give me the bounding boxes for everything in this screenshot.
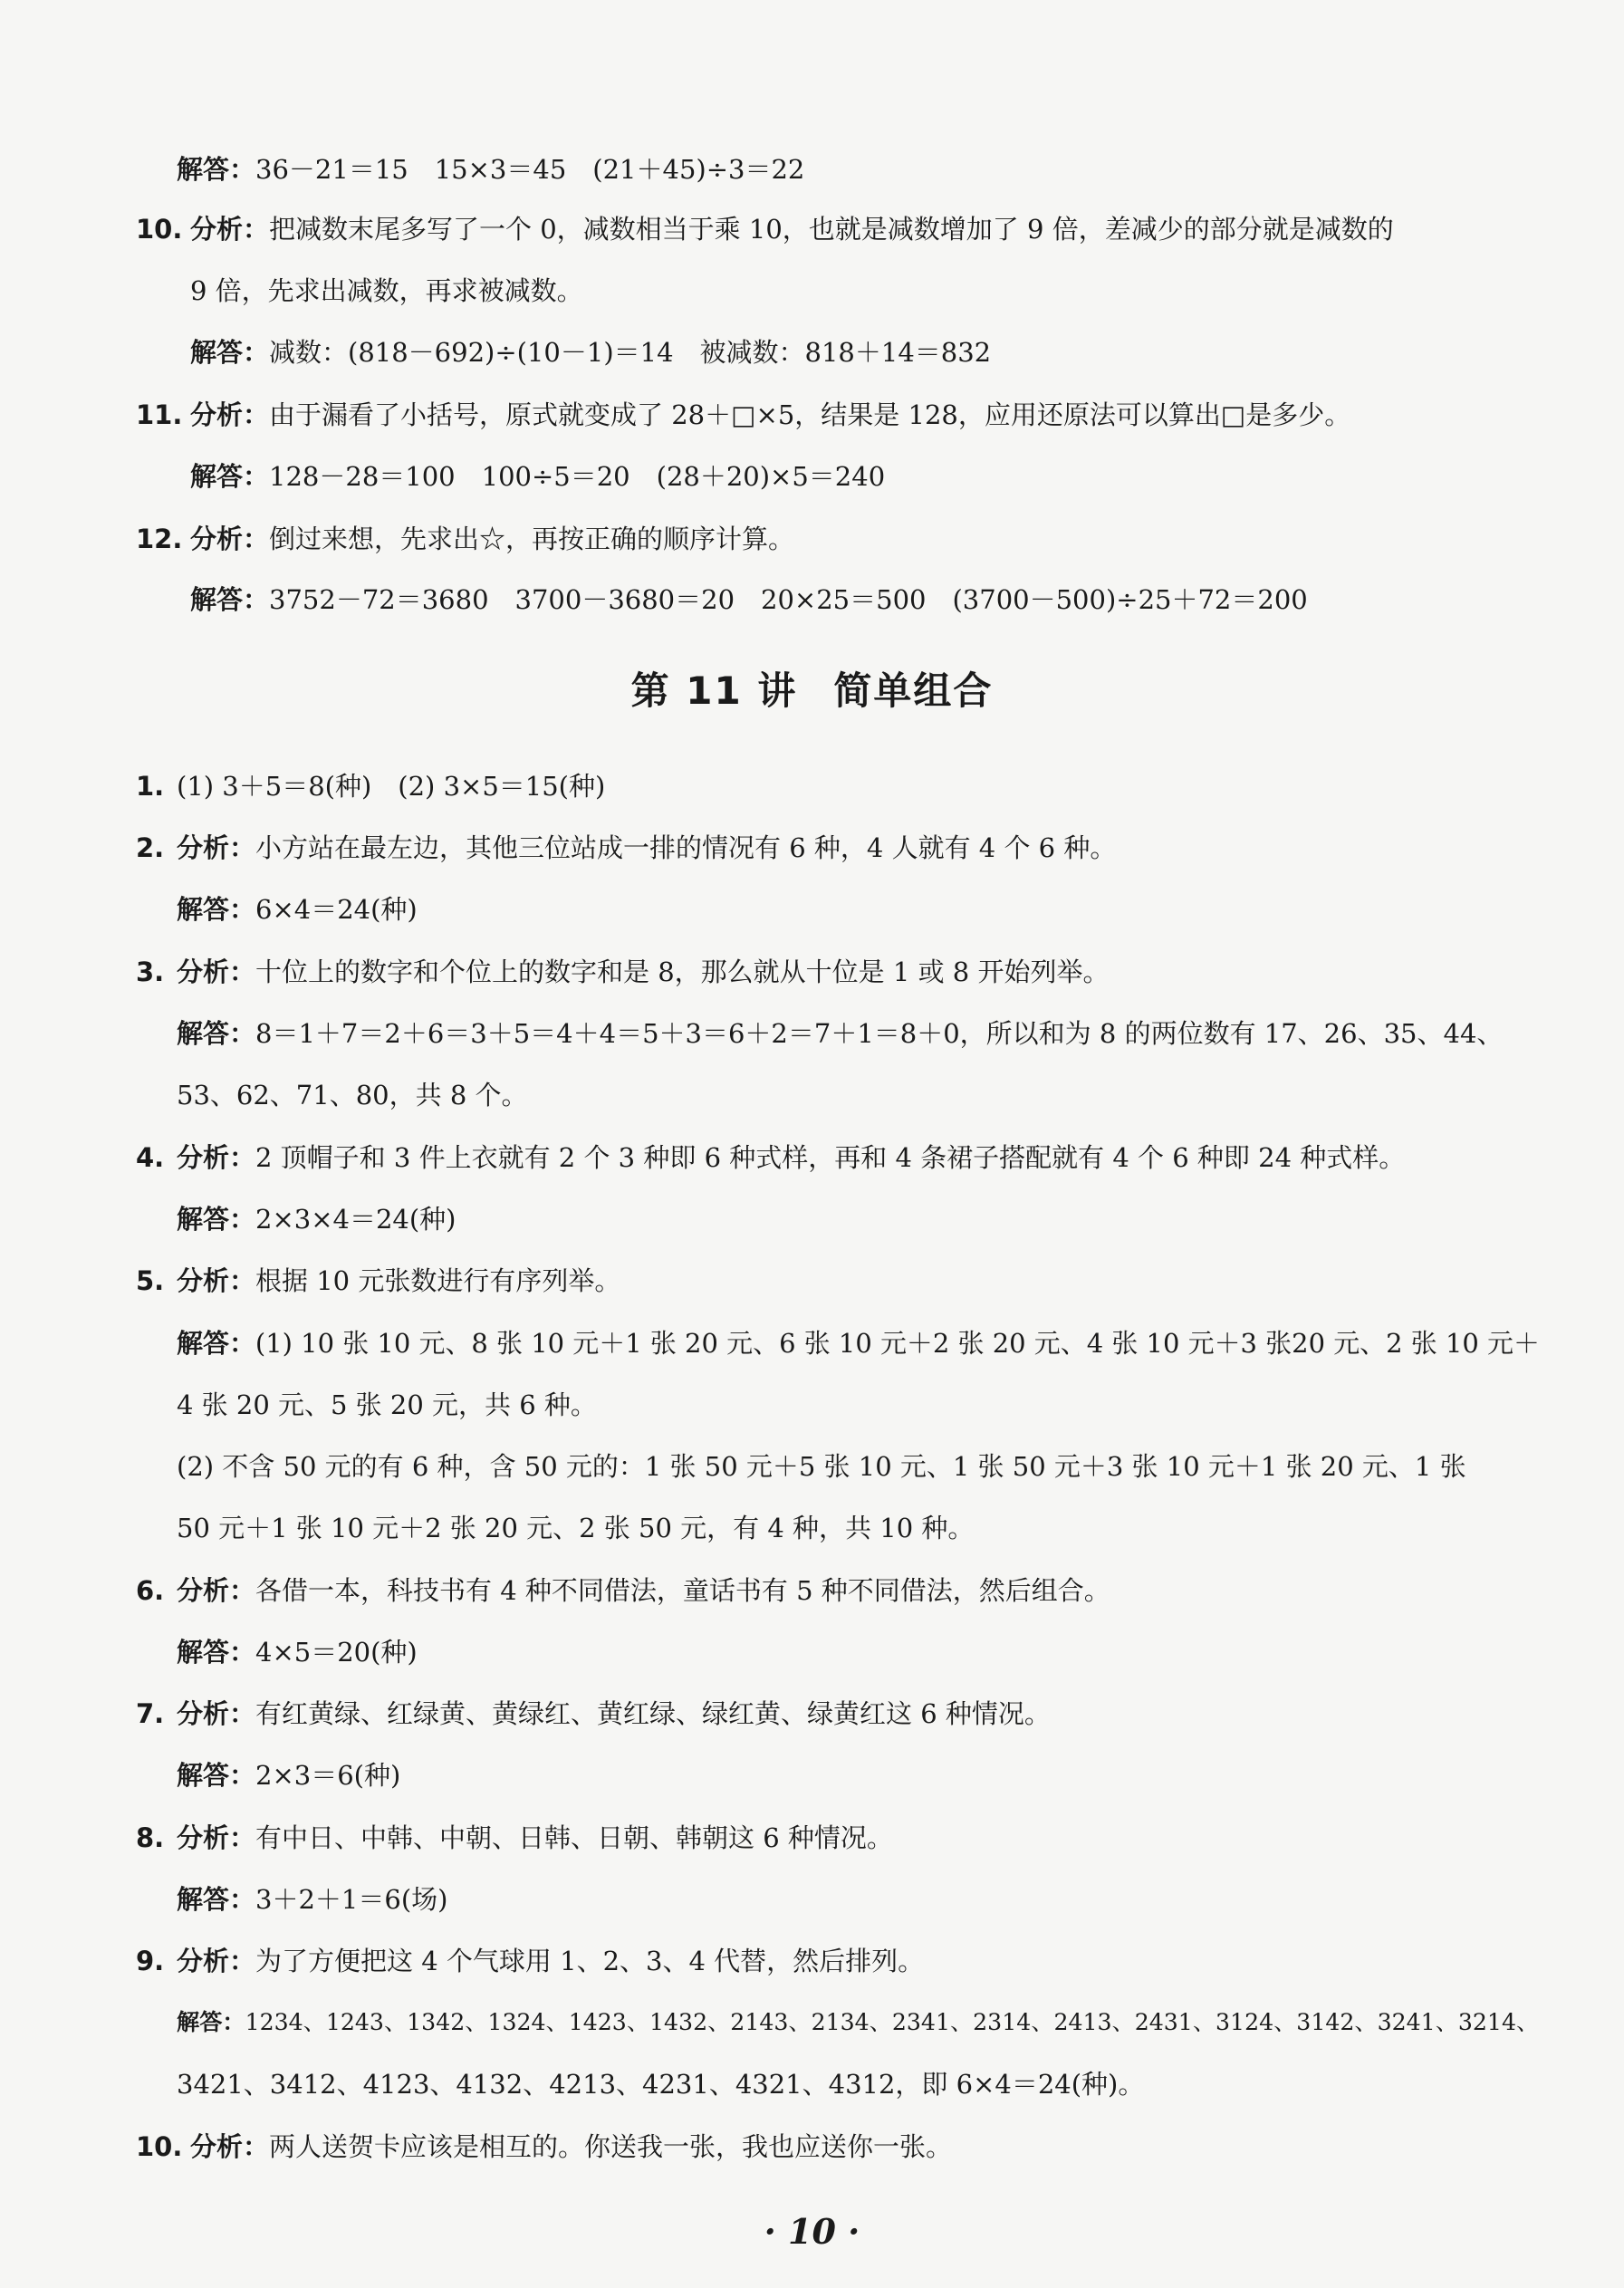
question-number: 10.	[136, 214, 183, 245]
question-number: 9.	[136, 1946, 165, 1976]
analysis-line: 分析：有红黄绿、红绿黄、黄绿红、黄红绿、绿红黄、绿黄红这 6 种情况。	[177, 1698, 1051, 1729]
analysis-line: 分析：两人送贺卡应该是相互的。你送我一张，我也应送你一张。	[190, 2131, 953, 2162]
question-number: 4.	[136, 1142, 165, 1173]
answer-line: 解答：8＝1＋7＝2＋6＝3＋5＝4＋4＝5＋3＝6＋2＝7＋1＝8＋0，所以和为 8 的两位数有 17、26、35、44、	[177, 1018, 1504, 1049]
question-number: 11.	[136, 399, 183, 430]
analysis-line: 分析：为了方便把这 4 个气球用 1、2、3、4 代替，然后排列。	[177, 1946, 925, 1976]
analysis-line: 分析：有中日、中韩、中朝、日韩、日朝、韩朝这 6 种情况。	[177, 1822, 893, 1853]
question-number: 5.	[136, 1265, 165, 1296]
answer-line: 解答：3752－72＝3680 3700－3680＝20 20×25＝500 (3700－500)÷25＋72＝200	[190, 584, 1308, 615]
answer-line: 解答：2×3×4＝24(种)	[177, 1204, 456, 1235]
answer-line: 解答：4×5＝20(种)	[177, 1637, 418, 1668]
question-number: 3.	[136, 957, 165, 987]
question-number: 12.	[136, 524, 183, 554]
analysis-line: 分析：倒过来想，先求出☆，再按正确的顺序计算。	[190, 524, 795, 554]
page-number: · 10 ·	[764, 2211, 860, 2252]
answer-continuation: 53、62、71、80，共 8 个。	[177, 1080, 528, 1110]
analysis-line: 分析：2 顶帽子和 3 件上衣就有 2 个 3 种即 6 种式样，再和 4 条裙子搭配就有 4 个 6 种即 24 种式样。	[177, 1142, 1406, 1173]
answer-line: 解答：128－28＝100 100÷5＝20 (28＋20)×5＝240	[190, 461, 886, 492]
answer-line: 解答：(1) 10 张 10 元、8 张 10 元＋1 张 20 元、6 张 10 元＋2 张 20 元、4 张 10 元＋3 张20 元、2 张 10 元＋	[177, 1328, 1540, 1359]
question-number: 7.	[136, 1698, 165, 1729]
analysis-line: 分析：把减数末尾多写了一个 0，减数相当于乘 10，也就是减数增加了 9 倍，差减少的部分就是减数的	[190, 214, 1394, 245]
analysis-line: 分析：十位上的数字和个位上的数字和是 8，那么就从十位是 1 或 8 开始列举。	[177, 957, 1110, 987]
analysis-line: 分析：根据 10 元张数进行有序列举。	[177, 1265, 621, 1296]
answer-line: (2) 不含 50 元的有 6 种，含 50 元的：1 张 50 元＋5 张 10 元、1 张 50 元＋3 张 10 元＋1 张 20 元、1 张	[177, 1451, 1466, 1482]
analysis-line: 分析：小方站在最左边，其他三位站成一排的情况有 6 种，4 人就有 4 个 6 种。	[177, 832, 1117, 863]
question-answer: (1) 3＋5＝8(种) (2) 3×5＝15(种)	[177, 771, 606, 802]
answer-line: 解答：1234、1243、1342、1324、1423、1432、2143、2134、2341、2314、2413、2431、3124、3142、3241、3214、	[177, 2009, 1540, 2035]
answer-line: 解答：减数：(818－692)÷(10－1)＝14 被减数：818＋14＝832	[190, 337, 992, 368]
analysis-continuation: 9 倍，先求出减数，再求被减数。	[190, 275, 583, 306]
answer-line: 解答：36－21＝15 15×3＝45 (21＋45)÷3＝22	[177, 154, 805, 185]
question-number: 2.	[136, 832, 165, 863]
question-number: 8.	[136, 1822, 165, 1853]
analysis-line: 分析：各借一本，科技书有 4 种不同借法，童话书有 5 种不同借法，然后组合。	[177, 1575, 1110, 1606]
answer-continuation: 50 元＋1 张 10 元＋2 张 20 元、2 张 50 元，有 4 种，共 10 种。	[177, 1513, 975, 1543]
analysis-line: 分析：由于漏看了小括号，原式就变成了 28＋□×5，结果是 128，应用还原法可以算出□是多少。	[190, 399, 1351, 430]
answer-line: 解答：3＋2＋1＝6(场)	[177, 1884, 448, 1915]
answer-line: 解答：2×3＝6(种)	[177, 1760, 401, 1791]
question-number: 1.	[136, 771, 165, 802]
answer-continuation: 4 张 20 元、5 张 20 元，共 6 种。	[177, 1389, 597, 1420]
answer-continuation: 3421、3412、4123、4132、4213、4231、4321、4312，即 6×4＝24(种)。	[177, 2069, 1145, 2100]
section-title: 第 11 讲 简单组合	[630, 668, 994, 713]
question-number: 10.	[136, 2131, 183, 2162]
question-number: 6.	[136, 1575, 165, 1606]
answer-line: 解答：6×4＝24(种)	[177, 894, 418, 925]
